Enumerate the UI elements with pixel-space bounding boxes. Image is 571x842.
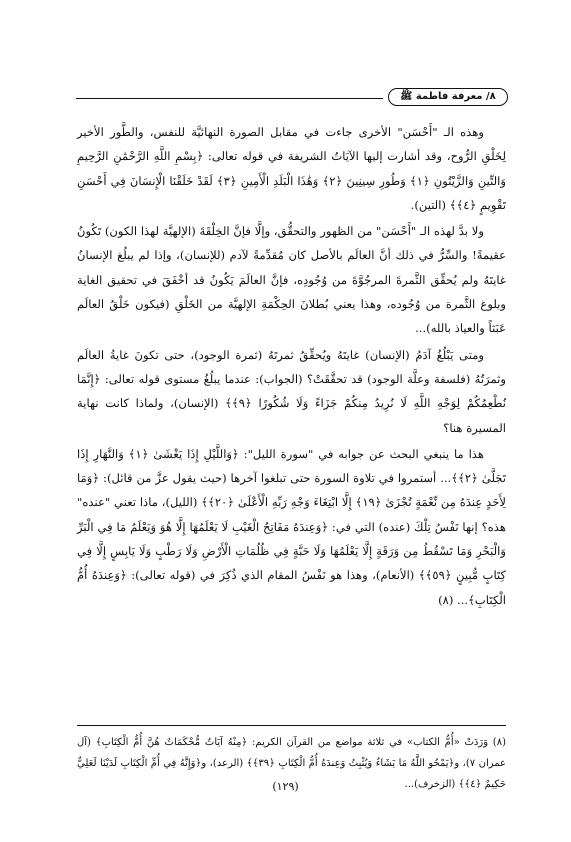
running-title: ٨/ معرفة فاطمة ﷺ: [388, 88, 508, 106]
paragraph: ومتى يَبْلُغُ آدَمُ (الإنسان) غايتَهُ ويُحقِّقُ ثمرتَهُ (ثمرة الوجود)، حتى تكونَ غايةُ العالَم وثمرَتُهُ (فلسفة وعلَّة الوجود) قد تحقَّقَتْ؟ (الجواب): عندما يبلُغُ مستوى قوله تعالى: ﴿إِنَّمَا نُطْعِمُكُمْ لِوَجْهِ اللَّهِ لَا نُرِيدُ مِنكُمْ جَزَاءً وَلَا شُكُورًا ﴿٩﴾﴾ (الإنسان)، ولماذا كانت نهاية المسيرة هنا؟: [77, 347, 506, 435]
page-number: (١٢٩): [272, 780, 299, 793]
paragraph: هذا ما ينبغي البحث عن جوابه في "سورة الليل": ﴿وَاللَّيْلِ إِذَا يَغْشَىٰ ﴿١﴾ وَالنَّهَارِ إِذَا تَجَلَّىٰ ﴿٢﴾﴾... أستمروا في تلاوة السورة حتى تبلغوا آخرها (حيث يقول عزَّ من قائل): ﴿وَمَا لِأَحَدٍ عِندَهُ مِن نِّعْمَةٍ تُجْزَىٰ ﴿١٩﴾ إِلَّا ابْتِغَاءَ وَجْهِ رَبِّهِ الْأَعْلَىٰ ﴿٢٠﴾﴾ (الليل)، ماذا تعني "عنده" هذه؟ إنها نَفْسُ تِلْكَ (عنده) التي في: ﴿وَعِندَهُ مَفَاتِحُ الْغَيْبِ لَا يَعْلَمُهَا إِلَّا هُوَ وَيَعْلَمُ مَا فِي الْبَرِّ وَالْبَحْرِ وَمَا تَسْقُطُ مِن وَرَقَةٍ إِلَّا يَعْلَمُهَا وَلَا حَبَّةٍ فِي ظُلُمَاتِ الْأَرْضِ وَلَا رَطْبٍ وَلَا يَابِسٍ إِلَّا فِي كِتَابٍ مُّبِينٍ ﴿٥٩﴾﴾ (الأنعام)، وهذا هو نَفْسُ المقام الذي ذُكِرَ في (قوله تعالى): ﴿وَعِندَهُ أُمُّ الْكِتَابِ﴾... (٨): [77, 446, 506, 607]
main-text: [77, 120, 506, 612]
footnote-divider: [77, 725, 506, 726]
paragraph: وهذه الـ "أَحْسَن" الأخرى جاءت في مقابل الصورة النهائيَّة للنفس، والطَّور الأخير لِخَلْقِ الرُّوح، وقد أشارت إليها الآيَاتُ الشريفة في قوله تعالى: ﴿بِسْمِ اللَّهِ الرَّحْمَٰنِ الرَّحِيمِ وَالتِّينِ وَالزَّيْتُونِ ﴿١﴾ وَطُورِ سِينِينَ ﴿٢﴾ وَهَٰذَا الْبَلَدِ الْأَمِينِ ﴿٣﴾ لَقَدْ خَلَقْنَا الْإِنسَانَ فِي أَحْسَنِ تَقْوِيمٍ ﴿٤﴾﴾ (التين).: [77, 125, 506, 212]
running-header: [76, 88, 508, 106]
paragraph: ولا بدَّ لهذه الـ "أَحْسَن" من الظهور والتحقُّق، وإلَّا فإنَّ الخِلْقَةَ (الإلهيَّة لهذا الكون) تَكُونُ عقيمةً! والسِّرُّ في ذلك أنَّ العالَم بالأصل كان مُقدِّمةً لآدم (للإنسان)، وإذا لم يبلُغ الإنسانُ غايتَهُ ولم يُحقِّق الثَّمرةَ المرجُوَّةَ من وُجُودِه، فإنَّ العالَمَ يَكُونُ قد أخْفَقَ في تحقيق الغاية وبلوغ الثَّمرة من وُجُوده، وهذا يعني بُطلانَ الحِكْمَةِ الإلهيَّة من الخَلْقِ (فيكون خَلْقُ العالَم عَبَثاً والعياذ بالله)...: [77, 224, 506, 336]
header-rule: [76, 98, 383, 99]
footnote: (٨) وَرَدَتْ «أُمُّ الكتاب» في ثلاثة مواضع من القرآن الكريم: ﴿مِنْهُ آيَاتٌ مُّحْكَمَاتٌ هُنَّ أُمُّ الْكِتَابِ﴾ (آل عمران ٧)، و﴿يَمْحُو اللَّهُ مَا يَشَاءُ وَيُثْبِتُ وَعِندَهُ أُمُّ الْكِتَابِ ﴿٣٩﴾﴾ (الرعد)، و﴿وَإِنَّهُ فِي أُمِّ الْكِتَابِ لَدَيْنَا لَعَلِيٌّ حَكِيمٌ ﴿٤﴾﴾ (الزخرف)...: [77, 737, 506, 790]
